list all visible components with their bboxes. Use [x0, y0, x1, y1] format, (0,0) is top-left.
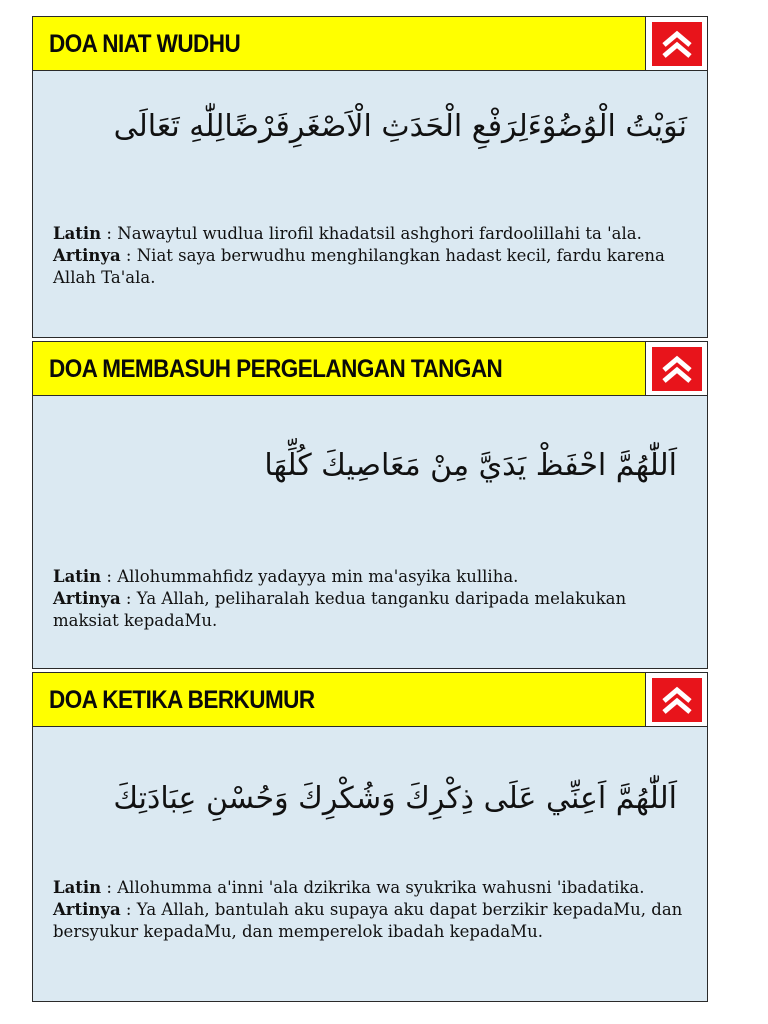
collapse-button[interactable] [645, 673, 707, 726]
artinya-label: Artinya [53, 900, 121, 919]
card-header [33, 673, 707, 727]
artinya-label: Artinya [53, 589, 121, 608]
double-chevron-up-icon [652, 347, 702, 391]
collapse-button[interactable] [645, 17, 707, 70]
double-chevron-up-icon [652, 22, 702, 66]
latin-text: Allohummahfidz yadayya min ma'asyika kulliha. [117, 567, 519, 586]
latin-text: Nawaytul wudlua lirofil khadatsil ashghori fardoolillahi ta 'ala. [117, 224, 642, 243]
artinya-text: Niat saya berwudhu menghilangkan hadast kecil, fardu karena Allah Ta'ala. [53, 246, 665, 287]
transliteration-block: Latin : Allohumma a'inni 'ala dzikrika wa syukrika wahusni 'ibadatika. Artinya : Ya Allah, bantulah aku supaya aku dapat berzikir kepadaMu, dan bersyukur kepadaMu, dan memperelok ibadah kepadaMu. [53, 878, 683, 941]
latin-label: Latin [53, 878, 102, 897]
card-title: DOA KETIKA BERKUMUR [49, 686, 315, 714]
doa-card-niat-wudhu [32, 16, 708, 338]
arabic-text: اَللّٰهُمَّ اَعِنِّي عَلَى ذِكْرِكَ وَشُكْرِكَ وَحُسْنِ عِبَادَتِكَ [113, 781, 677, 816]
artinya-label: Artinya [53, 246, 121, 265]
transliteration-block: Latin : Allohummahfidz yadayya min ma'asyika kulliha. Artinya : Ya Allah, peliharalah kedua tanganku daripada melakukan maksiat kepadaMu. [53, 567, 627, 630]
latin-label: Latin [53, 224, 102, 243]
card-title: DOA NIAT WUDHU [49, 30, 241, 58]
latin-label: Latin [53, 567, 102, 586]
collapse-button[interactable] [645, 342, 707, 395]
latin-text: Allohumma a'inni 'ala dzikrika wa syukrika wahusni 'ibadatika. [117, 878, 645, 897]
artinya-text: Ya Allah, peliharalah kedua tanganku daripada melakukan maksiat kepadaMu. [53, 589, 627, 630]
arabic-text: نَوَيْتُ الْوُضُوْءَلِرَفْعِ الْحَدَثِ الْاَصْغَرِفَرْضًالِلّٰهِ تَعَالَى [113, 109, 687, 144]
doa-card-ketika-berkumur [32, 672, 708, 1002]
doa-card-membasuh-pergelangan-tangan [32, 341, 708, 669]
artinya-text: Ya Allah, bantulah aku supaya aku dapat berzikir kepadaMu, dan bersyukur kepadaMu, dan memperelok ibadah kepadaMu. [53, 900, 683, 941]
card-header [33, 17, 707, 71]
arabic-text: اَللّٰهُمَّ احْفَظْ يَدَيَّ مِنْ مَعَاصِيكَ كُلِّهَا [264, 448, 677, 483]
transliteration-block: Latin : Nawaytul wudlua lirofil khadatsil ashghori fardoolillahi ta 'ala. Artinya : Niat saya berwudhu menghilangkan hadast kecil, fardu karena Allah Ta'ala. [53, 224, 665, 287]
card-title: DOA MEMBASUH PERGELANGAN TANGAN [49, 355, 503, 383]
card-header [33, 342, 707, 396]
double-chevron-up-icon [652, 678, 702, 722]
